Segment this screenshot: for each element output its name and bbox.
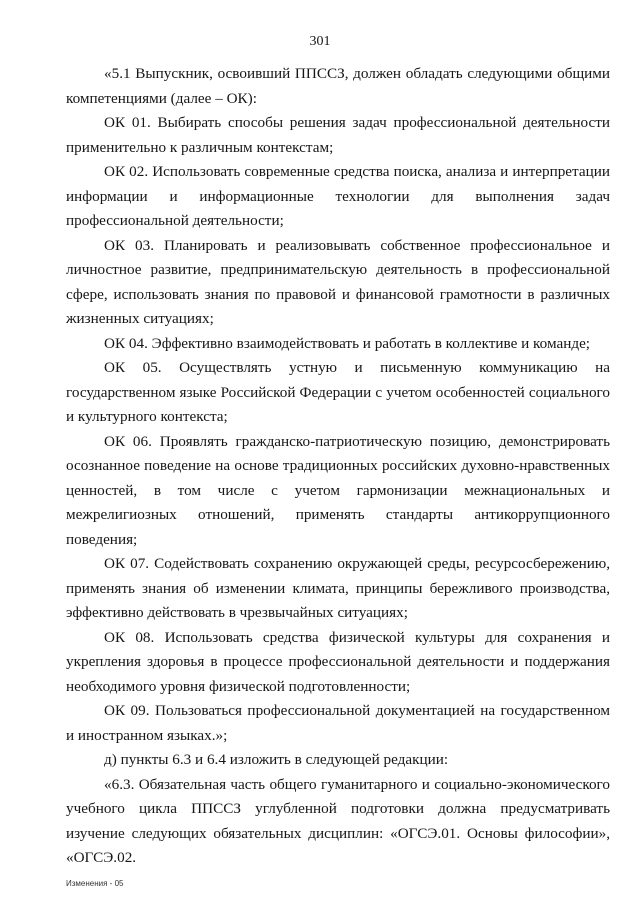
paragraph-ok-01: ОК 01. Выбирать способы решения задач профессиональной деятельности применительно к различным контекстам; <box>66 114 610 156</box>
footer-revision-note: Изменения - 05 <box>66 879 124 888</box>
paragraph-ok-08: ОК 08. Использовать средства физической культуры для сохранения и укрепления здоровья в процессе профессиональной деятельности и поддержания необходимого уровня физической подготовленности; <box>66 628 610 695</box>
paragraph-ok-03: ОК 03. Планировать и реализовывать собственное профессиональное и личностное развитие, предпринимательскую деятельность в профессиональной сфере, использовать знания по правовой и финансовой грамотности в различных жизненных ситуациях; <box>66 236 610 327</box>
paragraph-6-3: «6.3. Обязательная часть общего гуманитарного и социально-экономического учебного цикла ППССЗ углубленной подготовки должна предусматривать изучение следующих обязательных дисциплин: «ОГСЭ.01. Основы философии», «ОГСЭ.02. <box>66 775 610 866</box>
paragraph-ok-07: ОК 07. Содействовать сохранению окружающей среды, ресурсосбережению, применять знания об изменении климата, принципы бережливого производства, эффективно действовать в чрезвычайных ситуациях; <box>66 555 610 621</box>
paragraph-competencies-intro: «5.1 Выпускник, освоивший ППССЗ, должен обладать следующими общими компетенциями (далее – ОК): <box>66 65 610 107</box>
paragraph-item-d: д) пункты 6.3 и 6.4 изложить в следующей редакции: <box>104 751 449 768</box>
paragraph-ok-02: ОК 02. Использовать современные средства поиска, анализа и интерпретации информации и информационные технологии для выполнения задач профессиональной деятельности; <box>66 163 610 229</box>
page-number: 301 <box>309 34 331 49</box>
document-body <box>66 62 610 871</box>
paragraph-ok-09: ОК 09. Пользоваться профессиональной документацией на государственном и иностранном языках.»; <box>66 702 610 744</box>
paragraph-ok-04: ОК 04. Эффективно взаимодействовать и работать в коллективе и команде; <box>104 334 591 352</box>
paragraph-ok-05: ОК 05. Осуществлять устную и письменную коммуникацию на государственном языке Российской Федерации с учетом особенностей социального и культурного контекста; <box>66 359 610 425</box>
paragraph-ok-06: ОК 06. Проявлять гражданско-патриотическую позицию, демонстрировать осознанное поведение на основе традиционных российских духовно-нравственных ценностей, в том числе с учетом гармонизации межнациональных и межрелигиозных отношений, применять стандарты антикоррупционного поведения; <box>66 432 610 548</box>
